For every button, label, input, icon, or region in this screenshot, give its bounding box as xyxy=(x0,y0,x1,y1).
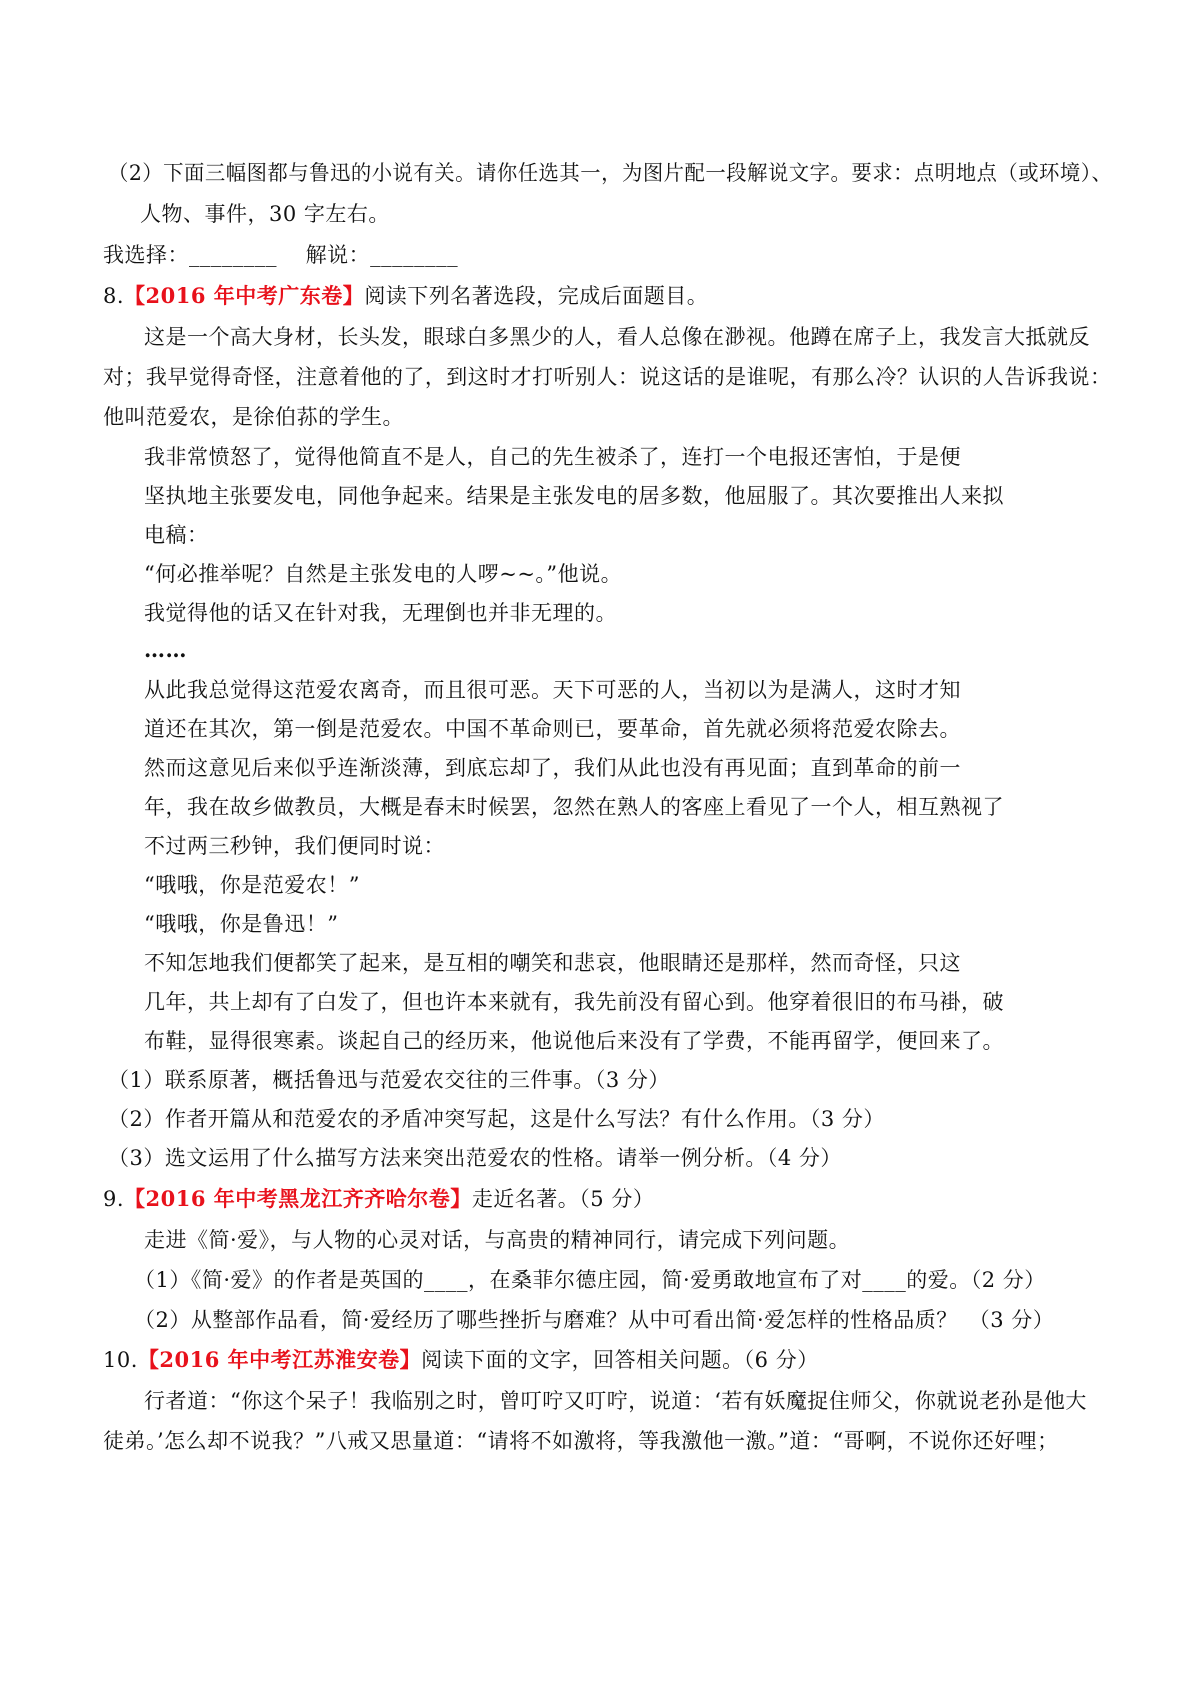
q8-passage-line: 几年，共上却有了白发了，但也许本来就有，我先前没有留心到。他穿着很旧的布马褂，破 xyxy=(144,990,1004,1014)
q8-number: 8. xyxy=(103,284,125,308)
q8-passage-line: 电稿： xyxy=(144,523,209,547)
q8-passage-line: 布鞋，显得很寒素。谈起自己的经历来，他说他后来没有了学费，不能再留学，便回来了。 xyxy=(144,1029,1004,1053)
q8-passage-line: 不过两三秒钟，我们便同时说： xyxy=(144,834,445,858)
q9-heading xyxy=(103,1186,654,1212)
q8-passage-line: “哦哦，你是范爱农！” xyxy=(144,873,360,897)
q7-sub2-text: （2）下面三幅图都与鲁迅的小说有关。请你任选其一，为图片配一段解说文字。要求：点明地点（或环境）、 xyxy=(108,161,1113,185)
q8-passage-line: 我非常愤怒了，觉得他简直不是人，自己的先生被杀了，连打一个电报还害怕，于是便 xyxy=(144,445,961,469)
q10-heading xyxy=(103,1347,819,1373)
q8-sub-question: （2）作者开篇从和范爱农的矛盾冲突写起，这是什么写法？有什么作用。（3 分） xyxy=(108,1107,885,1131)
q8-sub-question: （3）选文运用了什么描写方法来突出范爱农的性格。请举一例分析。（4 分） xyxy=(108,1146,842,1170)
q8-instruction: 阅读下列名著选段，完成后面题目。 xyxy=(364,284,709,308)
q8-heading xyxy=(103,283,708,309)
q8-passage-line: “何必推举呢？自然是主张发电的人啰~~。”他说。 xyxy=(144,562,623,586)
q9-source: 【2016 年中考黑龙江齐齐哈尔卷】 xyxy=(124,1186,472,1211)
q8-source: 【2016 年中考广东卷】 xyxy=(124,283,365,308)
q8-passage-line: 从此我总觉得这范爱农离奇，而且很可恶。天下可恶的人，当初以为是满人，这时才知 xyxy=(144,678,961,702)
q8-passage-line: 他叫范爱农，是徐伯荪的学生。 xyxy=(103,405,404,429)
q10-passage-line: 行者道：“你这个呆子！我临别之时，曾叮咛又叮咛，说道：‘若有妖魔捉住师父，你就说老孙是他大 xyxy=(144,1389,1087,1413)
q8-passage-line: 坚执地主张要发电，同他争起来。结果是主张发电的居多数，他屈服了。其次要推出人来拟 xyxy=(144,484,1004,508)
q9-sub-question: （1）《简·爱》的作者是英国的____，在桑菲尔德庄园，简·爱勇敢地宣布了对____的爱。（2 分） xyxy=(134,1268,1046,1292)
q7-sub2-text-cont: 人物、事件，30 字左右。 xyxy=(140,202,390,226)
q8-passage-line: 道还在其次，第一倒是范爱农。中国不革命则已，要革命，首先就必须将范爱农除去。 xyxy=(144,717,961,741)
q10-instruction: 阅读下面的文字，回答相关问题。（6 分） xyxy=(421,1348,819,1372)
q9-sub-question: （2）从整部作品看，简·爱经历了哪些挫折与磨难？从中可看出简·爱怎样的性格品质？ （3 分） xyxy=(134,1308,1055,1332)
q10-passage-line: 徒弟。’怎么却不说我？”八戒又思量道：“请将不如激将，等我激他一激。”道：“哥啊，不说你还好哩； xyxy=(103,1429,1059,1453)
q9-instruction: 走近名著。（5 分） xyxy=(471,1187,655,1211)
q8-ellipsis: …… xyxy=(144,637,187,662)
q8-passage-line: 年，我在故乡做教员，大概是春末时候罢，忽然在熟人的客座上看见了一个人，相互熟视了 xyxy=(144,795,1004,819)
q10-number: 10. xyxy=(103,1348,138,1372)
q8-passage-line: 然而这意见后来似乎连渐淡薄，到底忘却了，我们从此也没有再见面；直到革命的前一 xyxy=(144,756,961,780)
q8-passage-line: “哦哦，你是鲁迅！” xyxy=(144,912,339,936)
q8-passage-line: 不知怎地我们便都笑了起来，是互相的嘲笑和悲哀，他眼睛还是那样，然而奇怪，只这 xyxy=(144,951,961,975)
q9-number: 9. xyxy=(103,1187,125,1211)
q10-source: 【2016 年中考江苏淮安卷】 xyxy=(137,1347,422,1372)
q9-intro: 走进《简·爱》，与人物的心灵对话，与高贵的精神同行，请完成下列问题。 xyxy=(144,1228,851,1252)
q8-sub-question: （1）联系原著，概括鲁迅与范爱农交往的三件事。（3 分） xyxy=(108,1068,670,1092)
q8-passage-line: 对；我早觉得奇怪，注意着他的了，到这时才打听别人：说这话的是谁呢，有那么冷？认识的人告诉我说： xyxy=(103,365,1112,389)
q8-passage-line: 这是一个高大身材，长头发，眼球白多黑少的人，看人总像在渺视。他蹲在席子上，我发言大抵就反 xyxy=(144,325,1090,349)
q7-answer-line: 我选择：________ 解说：________ xyxy=(103,243,459,267)
q8-passage-line: 我觉得他的话又在针对我，无理倒也并非无理的。 xyxy=(144,601,617,625)
